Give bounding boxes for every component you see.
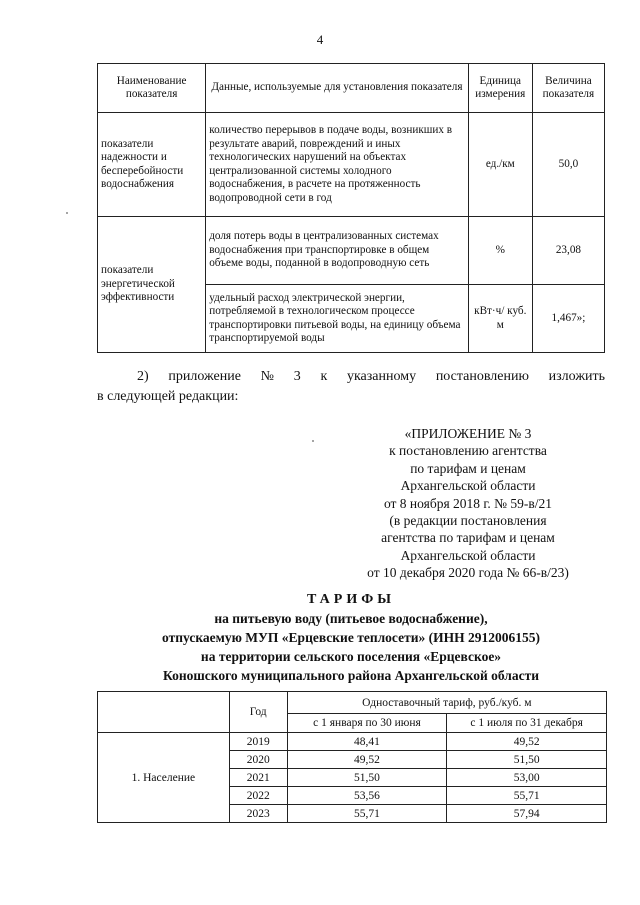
scan-speck: [66, 212, 68, 214]
indicator-data: удельный расход электрической энергии, потребляемой в технологическом процессе транспортировки питьевой воды, на единицу объема транспортируемой воды: [206, 285, 469, 353]
year-cell: 2022: [229, 787, 287, 805]
year-cell: 2020: [229, 751, 287, 769]
paragraph-word: изложить: [548, 369, 605, 384]
category-cell: 1. Население: [98, 733, 230, 823]
paragraph-word: 3: [293, 369, 301, 384]
paragraph-word: к: [320, 369, 328, 384]
tariff-cell: 55,71: [287, 805, 447, 823]
tariff-cell: 51,50: [447, 751, 607, 769]
table-row: [98, 217, 605, 285]
title-heading: ТАРИФЫ: [307, 592, 395, 607]
paragraph-word: 2): [137, 369, 149, 384]
indicator-unit: %: [468, 217, 532, 285]
table-header-row: [98, 64, 605, 113]
header-period-2: с 1 июля по 31 декабря: [447, 714, 607, 733]
header-data: Данные, используемые для установления показателя: [206, 64, 469, 113]
appendix-line: от 10 декабря 2020 года № 66-в/23): [367, 565, 569, 581]
tariff-cell: 49,52: [447, 733, 607, 751]
indicator-data: доля потерь воды в централизованных системах водоснабжения при транспортировке в общем объеме воды, поданной в водопроводную сеть: [206, 217, 469, 285]
appendix-line: к постановлению агентства: [389, 443, 547, 459]
tariff-cell: 53,00: [447, 769, 607, 787]
scan-speck: [312, 440, 314, 442]
indicator-value: 1,467»;: [532, 285, 604, 353]
header-period-1: с 1 января по 30 июня: [287, 714, 447, 733]
year-cell: 2023: [229, 805, 287, 823]
header-tariff: Одноставочный тариф, руб./куб. м: [287, 692, 606, 714]
tariff-cell: 48,41: [287, 733, 447, 751]
table-header-row: [98, 692, 607, 714]
tariff-cell: 51,50: [287, 769, 447, 787]
title-line: Коношского муниципального района Архангельской области: [162, 668, 539, 683]
appendix-header: [330, 425, 606, 582]
appendix-line: Архангельской области: [400, 478, 536, 494]
indicator-name: показатели надежности и бесперебойности водоснабжения: [98, 113, 206, 217]
indicator-value: 50,0: [532, 113, 604, 217]
tariffs-table: [97, 691, 607, 823]
paragraph-line-1: [97, 367, 605, 387]
table-row: [98, 113, 605, 217]
appendix-line: по тарифам и ценам: [410, 460, 526, 476]
table-row: [98, 733, 607, 751]
tariff-cell: 55,71: [447, 787, 607, 805]
tariffs-title: [97, 590, 605, 685]
indicator-name: показатели энергетической эффективности: [98, 217, 206, 353]
appendix-line: от 8 ноября 2018 г. № 59-в/21: [383, 495, 553, 511]
tariff-cell: 49,52: [287, 751, 447, 769]
indicator-data: количество перерывов в подаче воды, возникших в результате аварий, повреждений и иных технологических нарушений на объектах централизованной системы холодного водоснабжения, в расчете на протяженность водопроводной сети в год: [206, 113, 469, 217]
title-line: на питьевую воду (питьевое водоснабжение),: [214, 611, 488, 626]
header-name: Наименование показателя: [98, 64, 206, 113]
header-unit: Единица измерения: [468, 64, 532, 113]
appendix-line: агентства по тарифам и ценам: [381, 530, 555, 546]
header-empty: [98, 692, 230, 733]
header-value: Величина показателя: [532, 64, 604, 113]
tariff-cell: 57,94: [447, 805, 607, 823]
indicator-unit: ед./км: [468, 113, 532, 217]
tariff-cell: 53,56: [287, 787, 447, 805]
paragraph-word: указанному: [346, 369, 417, 384]
paragraph-line-2: в следующей редакции:: [97, 389, 239, 404]
amendment-paragraph: [97, 367, 605, 407]
indicator-unit: кВт·ч/ куб. м: [468, 285, 532, 353]
indicator-value: 23,08: [532, 217, 604, 285]
year-cell: 2021: [229, 769, 287, 787]
appendix-line: Архангельской области: [400, 547, 536, 563]
appendix-line: (в редакции постановления: [389, 513, 547, 529]
paragraph-word: постановлению: [435, 369, 529, 384]
indicators-table: [97, 63, 605, 353]
page-number: 4: [316, 32, 324, 47]
title-line: на территории сельского поселения «Ерцевское»: [200, 649, 502, 664]
year-cell: 2019: [229, 733, 287, 751]
header-year: Год: [229, 692, 287, 733]
appendix-line: «ПРИЛОЖЕНИЕ № 3: [404, 426, 532, 441]
paragraph-word: приложение: [168, 369, 241, 384]
paragraph-word: №: [260, 369, 274, 384]
title-line: отпускаемую МУП «Ерцевские теплосети» (ИНН 2912006155): [162, 630, 540, 645]
